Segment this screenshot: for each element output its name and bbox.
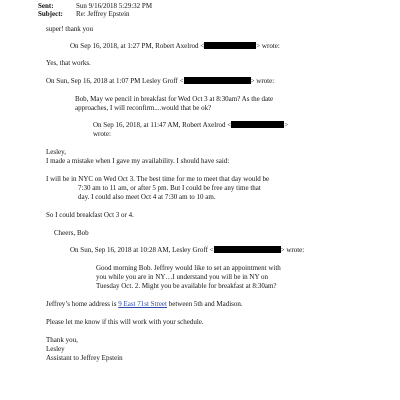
redacted-email	[231, 121, 284, 128]
subject-label: Subject:	[38, 10, 63, 18]
paragraph-line: Good morning Bob. Jeffrey would like to set an appointment with	[96, 264, 281, 272]
paragraph-line: approaches, I will reconfirm....would that be ok?	[75, 104, 212, 112]
quote-header-2-text: On Sun, Sep 16, 2018 at 1:07 PM Lesley Groff <	[46, 77, 184, 85]
signature-title: Assistant to Jeffrey Epstein	[46, 354, 123, 362]
paragraph-line: Please let me know if this will work with your schedule.	[46, 318, 204, 326]
quote-header-4-tail: > wrote:	[280, 246, 305, 254]
paragraph-line: you while you are in NY…I understand you will be in NY on	[96, 273, 268, 281]
paragraph-line: I made a mistake when I gave my availability. I should have said:	[46, 157, 230, 165]
paragraph-line: day. I could also meet Oct 4 at 7:30 am to 10 am.	[78, 193, 216, 201]
quote-header-3-wrote: wrote:	[93, 130, 111, 138]
paragraph-line: Tuesday Oct. 2. Might you be available for breakfast at 8:30am?	[96, 282, 277, 290]
paragraph-line: So I could breakfast Oct 3 or 4.	[46, 211, 134, 219]
quote-header-1-tail: > wrote:	[256, 42, 280, 50]
signature-line: Thank you,	[46, 336, 78, 344]
address-prefix: Jeffrey’s home address is	[46, 300, 119, 308]
sent-value: Sun 9/16/2018 5:29:32 PM	[76, 2, 153, 10]
quote-header-4-text: On Sun, Sep 16, 2018 at 10:28 AM, Lesley Groff <	[70, 246, 214, 254]
paragraph-line: Bob, May we pencil in breakfast for Wed Oct 3 at 8:30am? As the date	[75, 95, 274, 103]
quote-header-2-tail: > wrote:	[250, 77, 275, 85]
sent-label: Sent:	[38, 2, 54, 10]
reply-text-2: Yes, that works.	[46, 59, 91, 67]
quote-header-1	[70, 42, 280, 50]
paragraph-line: I will be in NYC on Wed Oct 3. The best time for me to meet that day would be	[46, 175, 270, 183]
address-line	[46, 300, 243, 308]
quote-header-4	[70, 246, 304, 254]
sent-row	[38, 2, 152, 10]
paragraph-line: 7:30 am to 11 am, or after 5 pm. But I could be free any time that	[78, 184, 261, 192]
address-link[interactable]: 9 East 71st Street	[118, 300, 167, 308]
greeting: Lesley,	[46, 148, 66, 156]
redacted-email	[214, 246, 281, 253]
quote-header-3	[93, 121, 288, 129]
sign-off: Cheers, Bob	[54, 229, 89, 237]
subject-row	[38, 10, 130, 18]
reply-text: super! thank you	[46, 25, 94, 33]
quote-header-3-tail: >	[284, 121, 289, 129]
redacted-email	[204, 42, 256, 49]
address-suffix: between 5th and Madison.	[167, 300, 243, 308]
signature-name: Lesley	[46, 345, 65, 353]
quote-header-1-text: On Sep 16, 2018, at 1:27 PM, Robert Axelrod <	[70, 42, 205, 50]
quote-header-3-text: On Sep 16, 2018, at 11:47 AM, Robert Axelrod <	[93, 121, 232, 129]
subject-value: Re: Jeffrey Epstein	[76, 10, 130, 18]
quote-header-2	[46, 77, 274, 85]
redacted-email	[184, 77, 251, 84]
